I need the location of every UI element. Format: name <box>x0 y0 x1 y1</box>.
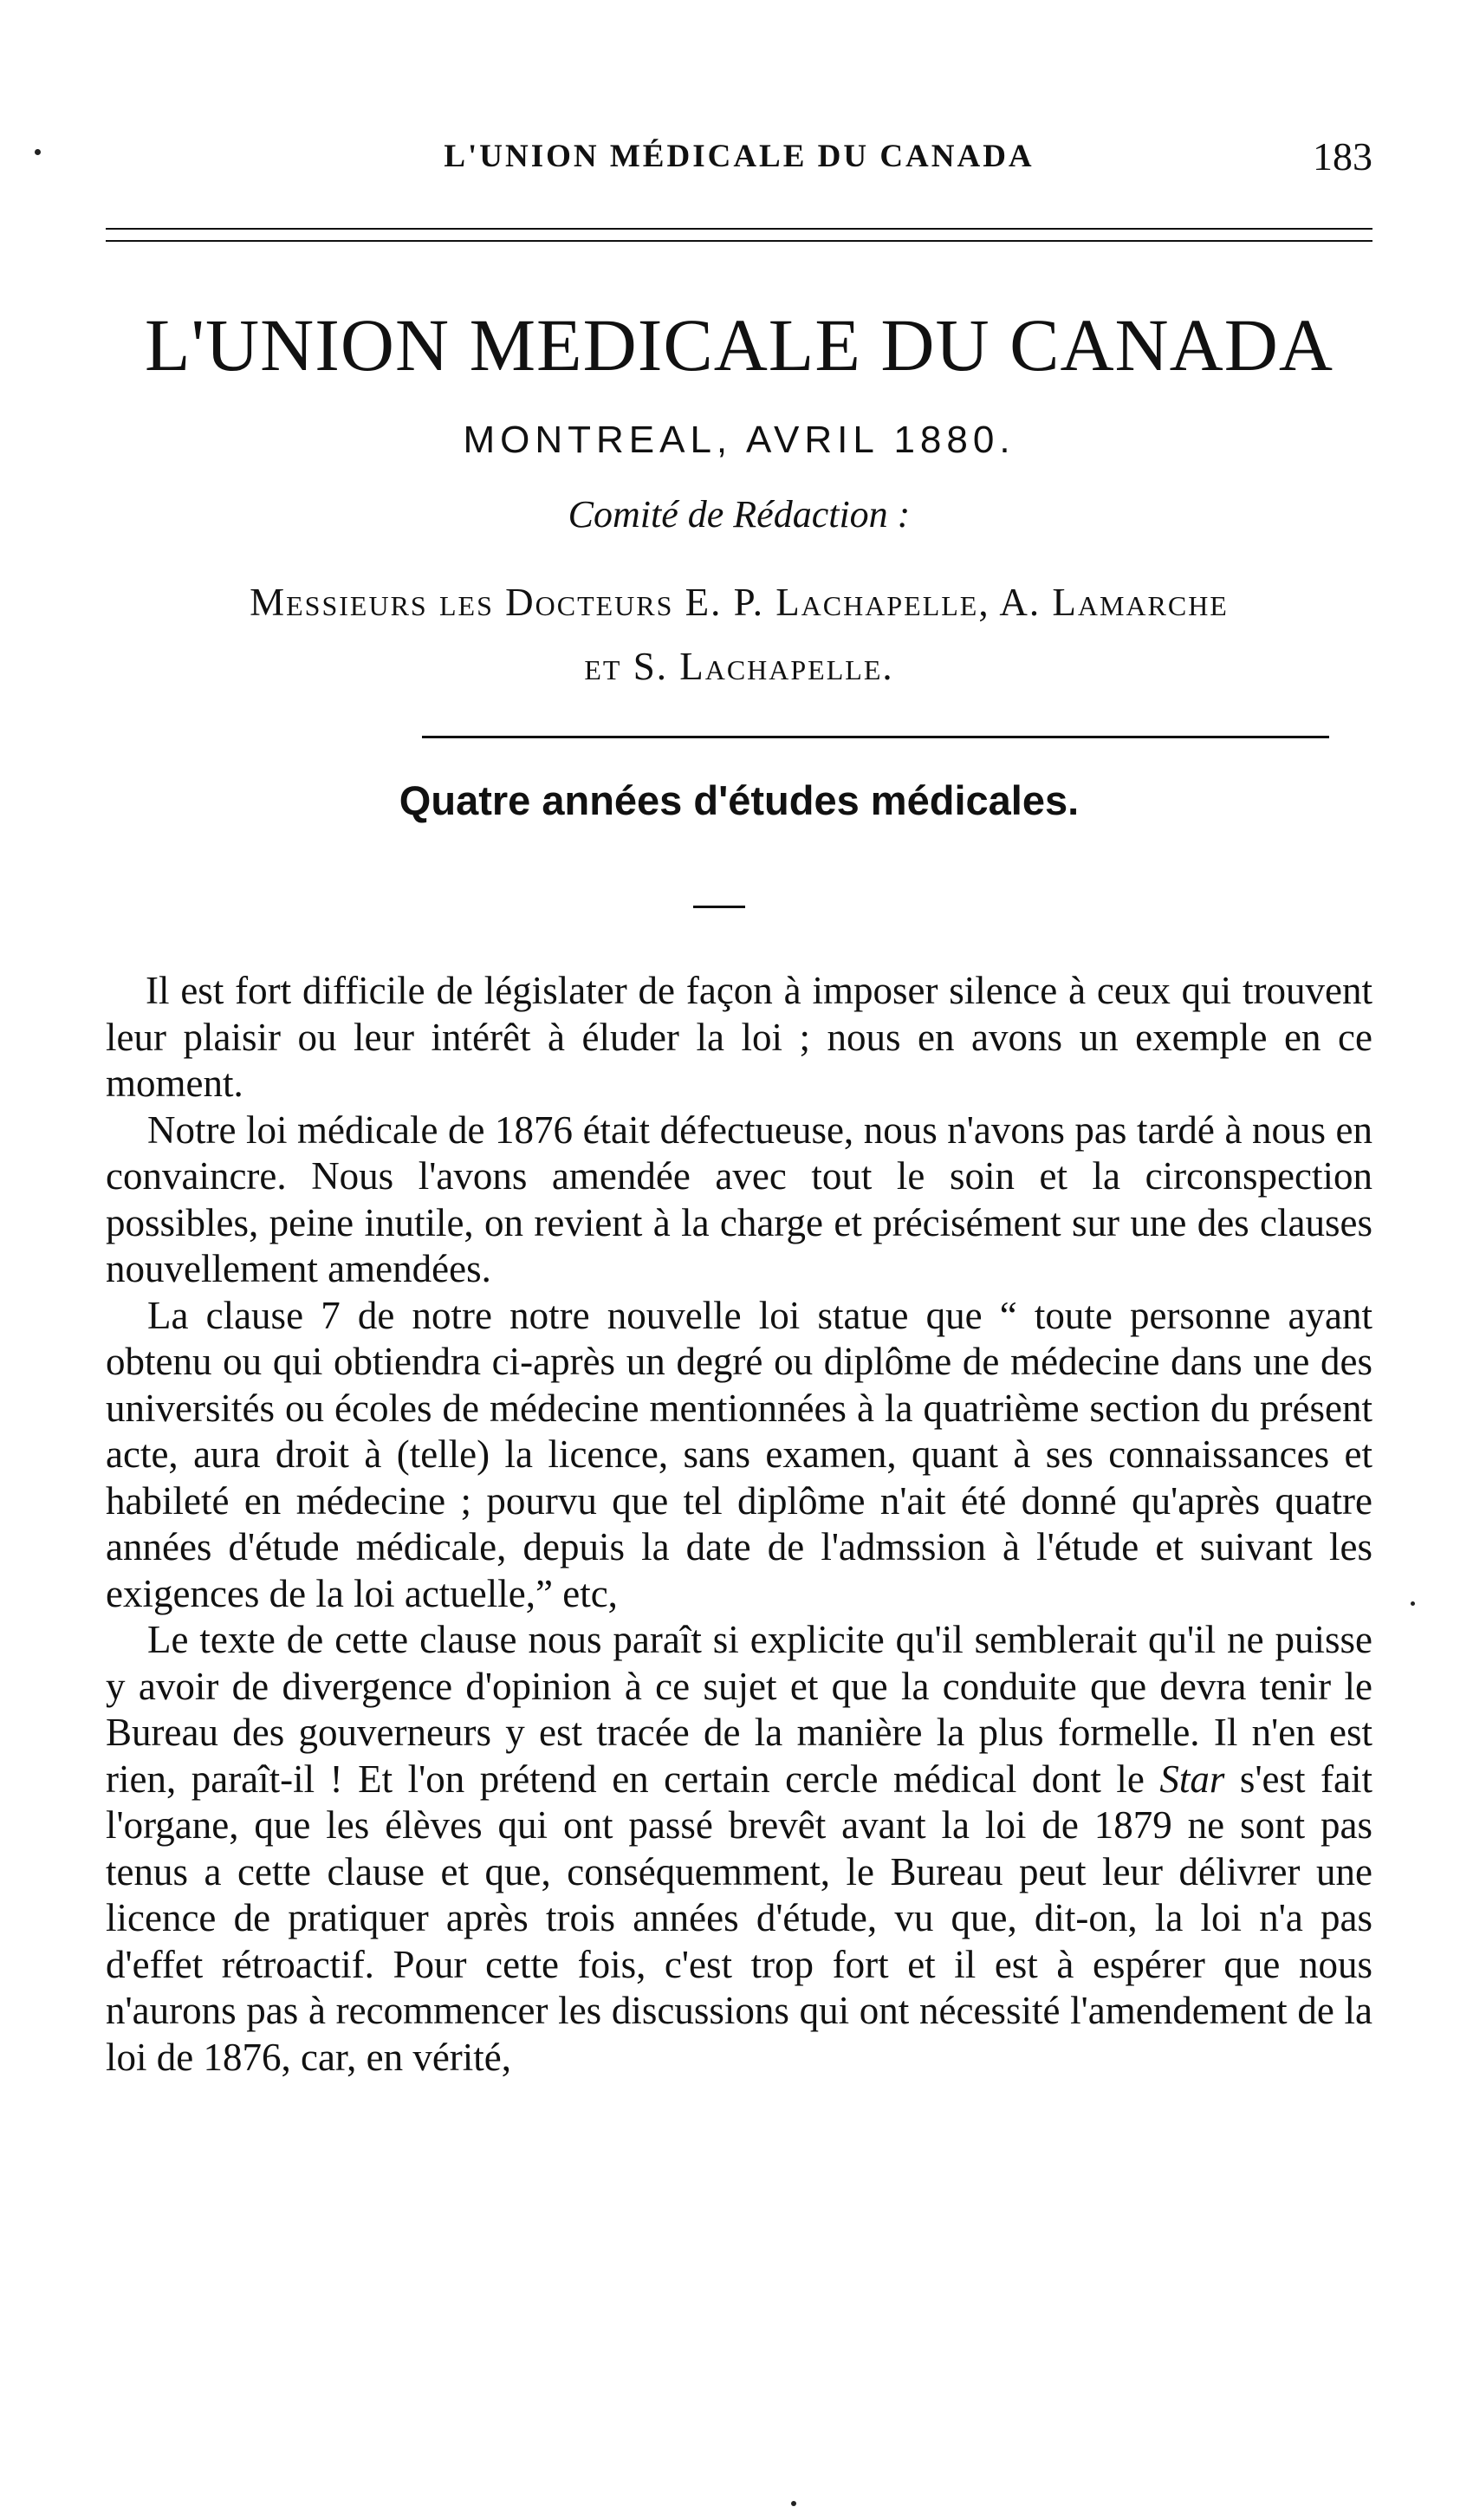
ink-speck <box>791 2501 796 2506</box>
editorial-committee-label: Comité de Rédaction : <box>568 493 911 536</box>
editorial-committee-members <box>106 570 1372 698</box>
paragraph-3: La clause 7 de notre notre nouvelle loi statue que “ toute personne ayant obtenu ou qui obtiendra ci-après un degré ou diplôme de médecine dans une des universités ou écoles de médecine mentionnées à la quatrième section du présent acte, aura droit à (telle) la licence, sans examen, quant à ses connaissances et habileté en médecine ; pourvu que tel diplôme n'ait été donné qu'après quatre années d'étude médicale, depuis la date de l'admssion à l'étude et suivant les exigences de la loi actuelle,” etc, <box>106 1293 1372 1615</box>
header-rule-bottom <box>106 240 1372 242</box>
title-ornament-rule <box>693 906 745 908</box>
journal-masthead-title: L'UNION MEDICALE DU CANADA <box>145 303 1333 386</box>
paragraph-1: Il est fort difficile de législater de façon à imposer silence à ceux qui trouvent leur plaisir ou leur intérêt à éluder la loi ; nous en avons un exemple en ce moment. <box>106 969 1372 1105</box>
ink-speck <box>35 149 41 155</box>
issue-dateline: MONTREAL, AVRIL 1880. <box>463 419 1016 461</box>
running-header <box>106 130 1372 182</box>
paragraph-4-part-1: Le texte de cette clause nous paraît si explicite qu'il semblerait qu'il ne puisse y avoir de divergence d'opinion à ce sujet et que la conduite que devra tenir le Bureau des gouverneurs y est tracée de la manière la plus formelle. Il n'en est rien, paraît-il ! Et l'on prétend en certain cercle médical dont le <box>106 1618 1372 1801</box>
newspaper-name: Star <box>1159 1757 1225 1801</box>
section-divider <box>422 736 1329 738</box>
ink-speck <box>1411 1601 1415 1606</box>
members-line-2: et S. Lachapelle. <box>584 645 894 688</box>
article-title: Quatre années d'études médicales. <box>399 777 1080 823</box>
page-number: 183 <box>1313 133 1372 179</box>
paragraph-4-part-2: s'est fait l'organe, que les élèves qui ont passé brevêt avant la loi de 1879 ne sont pas tenus a cette clause et que, conséquemment, le Bureau peut leur délivrer une licence de pratiquer après trois années d'étude, vu que, dit-on, la loi n'a pas d'effet rétroactif. Pour cette fois, c'est trop fort et il est à espérer que nous n'aurons pas à recommencer les discussions qui ont nécessité l'amendement de la loi de 1876, car, en vérité, <box>106 1757 1373 2079</box>
header-rule-top <box>106 228 1372 230</box>
paragraph-2: Notre loi médicale de 1876 était défectueuse, nous n'avons pas tardé à nous en convaincre. Nous l'avons amendée avec tout le soin et la circonspection possibles, peine inutile, on revient à la charge et précisément sur une des clauses nouvellement amendées. <box>106 1107 1372 1290</box>
members-line-1: Messieurs les Docteurs E. P. Lachapelle, A. Lamarche <box>250 581 1229 624</box>
paragraph-4 <box>106 1617 1372 2081</box>
running-head-title: L'UNION MÉDICALE DU CANADA <box>444 138 1035 174</box>
article-body <box>106 968 1372 2081</box>
